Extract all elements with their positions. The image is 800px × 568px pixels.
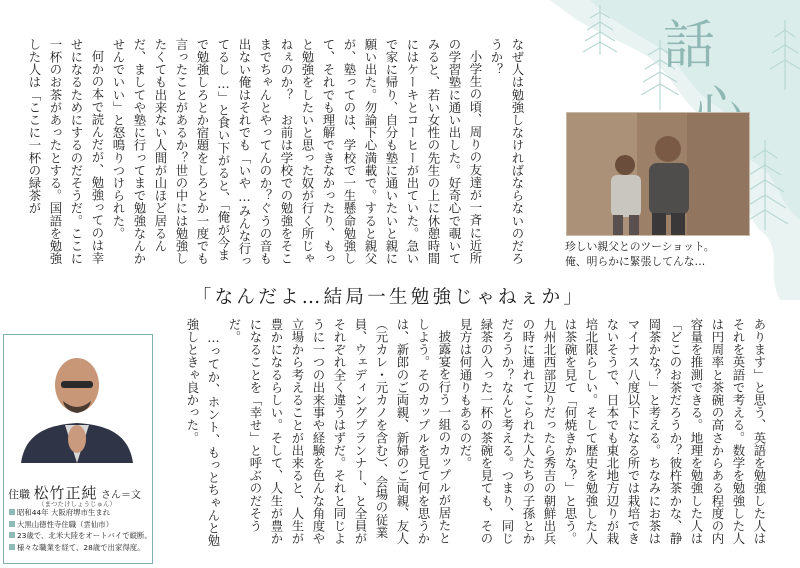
body-paragraph: あります」と思う、英語を勉強した人はそれを英語で考える。数学を勉強した人は円周率と茶碗の高さからある程度の内容量を推測できる。地理を勉強した人は「どこのお茶だろうか？彼杵茶かな、静岡茶かな？」と考える。ちなみにお茶はマイナス八度以下になる所では栽培できないそうで、日本でも東北地方辺りが栽培北限らしい。そして歴史を勉強した人は茶碗を見て「何焼きかな？」と思う。九州北西部辺りだったら秀吉の朝鮮出兵の時に連れてこられた人たちの子孫とかだろうか？なんと考える。つまり、同じ緑茶の入った一杯の茶碗を見ても、その見方は何通りもあるのだ。	[458, 318, 767, 545]
bullet-square-icon	[9, 521, 15, 527]
author-portrait	[15, 343, 139, 463]
body-paragraph: 披露宴を行う一組のカップルが居たとしよう。そのカップルを見て何を思うかは、新郎のご両親、新婦のご両親、友人（元カレ・元カノを含む）、会場の従業員、ウェディングプランナー、と全員がそれぞれ全く違うはずだ。それと同じように一つの出来事や経験を色んな角度や立場から考えることが出来ると、人生が豊かになるらしい。そして、人生が豊かになることを「幸せ」と呼ぶのだそうだ。	[227, 318, 452, 545]
bullet-square-icon	[9, 532, 15, 538]
bullet-square-icon	[9, 509, 15, 515]
author-name: 松竹正純	[33, 484, 98, 502]
caption-line-2: 俺、明らかに緊張してんな…	[565, 254, 706, 268]
author-suffix: さん＝文	[101, 490, 142, 501]
article-body-bottom	[160, 318, 770, 548]
bio-item: 23歳で、北米大陸をオートバイで縦断。	[9, 530, 152, 542]
author-title: 住職	[8, 488, 30, 501]
bio-item: 大黒山徳性寺住職（雲仙市）	[9, 519, 152, 531]
title-kanji-1: 話	[663, 16, 716, 76]
body-paragraph: なぜ人は勉強しなければならないのだろうか？	[489, 38, 525, 265]
body-paragraph: …ってか、ホント、もっとちゃんと勉強しときゃ良かった。	[185, 318, 221, 548]
bullet-square-icon	[9, 544, 15, 550]
bio-item: 様々な職業を経て、28歳で出家得度。	[9, 542, 152, 554]
article-headline: 「なんだよ…結局一生勉強じゃねぇか」	[192, 287, 586, 308]
author-bio	[9, 507, 152, 553]
body-paragraph: 小学生の頃、周りの友達が一斉に近所の学習塾に通い出した。好奇心で覗いてみると、若い女性の先生の上に休憩時間にはケーキとコーヒーが出ていた。急いで家に帰り、自分も塾に通いたいと親に願い出た。勿論下心満載で。すると親父が、塾ってのは、学校で一生懸命勉強して、それでも理解できなかったり、もっと勉強をしたいと思った奴が行く所じゃねぇのか？ お前は学校での勉強をそこまでちゃんとやってんのか？ぐうの音も出ない俺はそれでも「いや…みんな行ってるし…」と食い下がると、「俺が今まで勉強しろとか宿題をしろとか一度でも言ったことがあるか？世の中には勉強したくても出来ない人間が山ほど居るんだ、ましてや塾に行ってまで勉強なんかせんでいい」と怒鳴りつけられた。	[111, 38, 483, 268]
article-body-top	[20, 38, 528, 270]
caption-line-1: 珍しい親父とのツーショット。	[565, 240, 715, 253]
father-son-photo	[566, 112, 750, 236]
author-name-reading: （まつたけしょうじゅん）	[38, 500, 116, 508]
body-paragraph: 何かの本で読んだが、勉強ってのは幸せになるためにするのだそうだ。ここに一杯のお茶があったとする。国語を勉強した人は「ここに一杯の緑茶が	[27, 38, 105, 265]
photo-caption	[565, 240, 715, 269]
bio-item: 昭和44年 大阪府堺市生まれ	[9, 507, 152, 519]
